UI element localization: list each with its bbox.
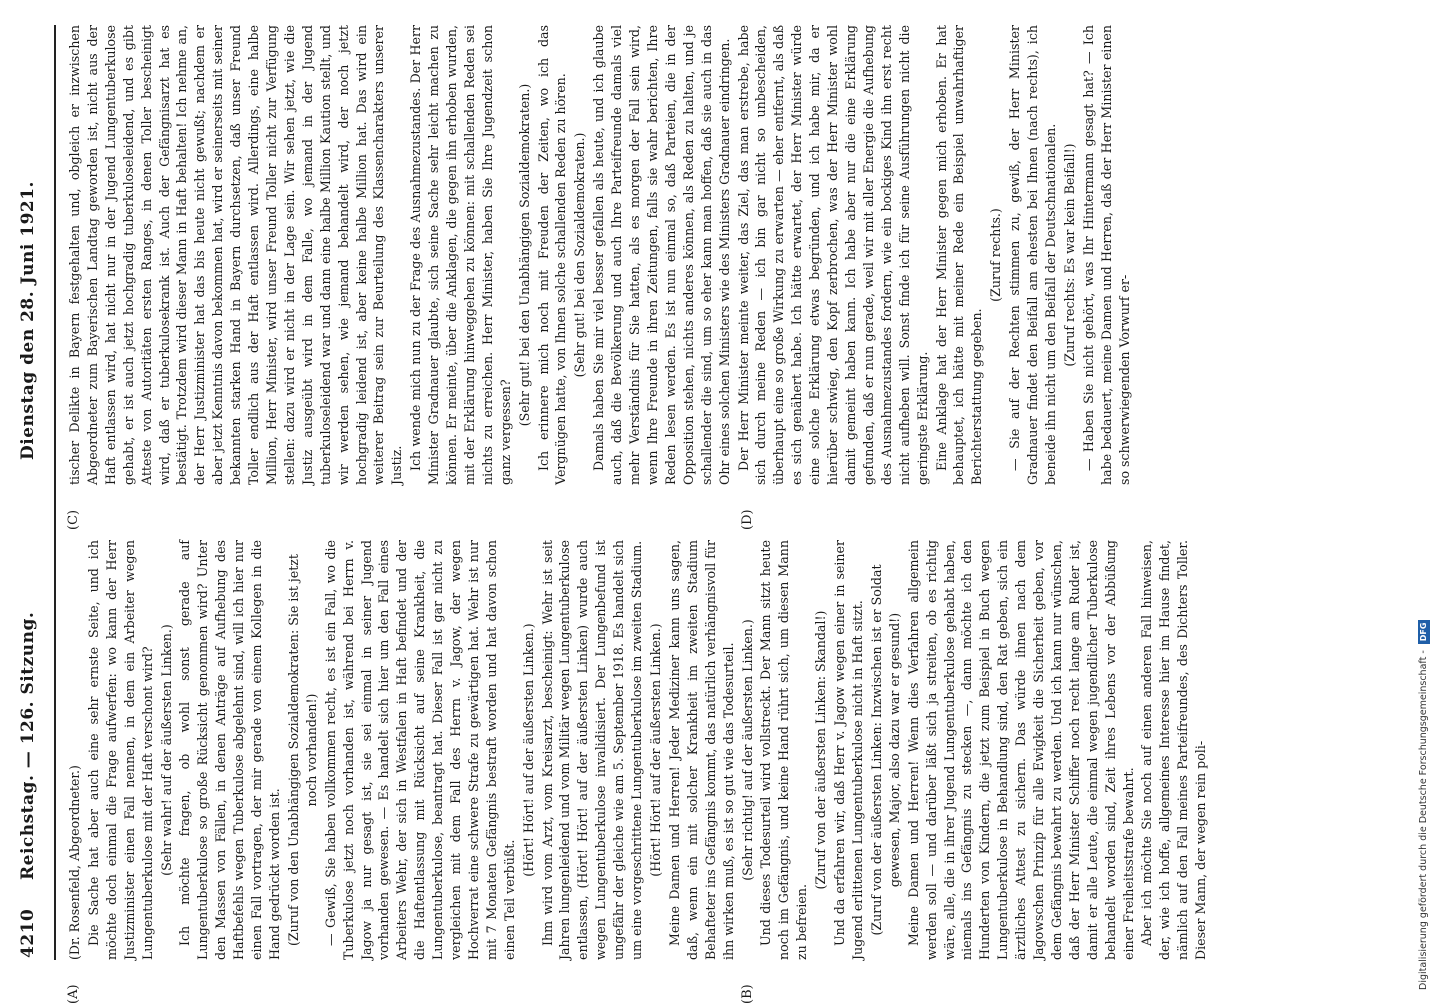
paragraph: Ich möchte fragen, ob wohl sonst gerade auf Lungentuberkulose so große Rücksicht genommen wird? Unter den Massen von Fällen, in denen Anträge auf Aufhebung des Haftbefehls wegen Tuberkulose abgelehnt sind, will ich hier nur einen Fall vortragen, der mir gerade von einem Kollegen in die Hand gedrückt worden ist. — [177, 540, 282, 960]
session-title: Reichstag. — 126. Sitzung. — [18, 611, 38, 880]
session-date: Dienstag den 28. Juni 1921. — [18, 181, 38, 460]
paragraph: tischer Delikte in Bayern festgehalten und, obgleich er inzwischen Abgeordneter zum Bayerischen Landtag geworden ist, nicht aus der Haft entlassen wird, hat nicht nur in der Jugend Lungentuberkulose gehabt, er ist auch jetzt hochgradig tuberkuloseleidend, und es gibt Atteste von Autoritäten ersten Ranges, in denen Toller bescheinigt wird, daß er tuberkulosekrank ist. Auch der Gefängnisarzt hat es bestätigt. Trotzdem wird dieser Mann in Haft behalten! Ich nehme an, der Herr Justizminister hat das bis heute nicht gewußt; nachdem er aber jetzt Kenntnis davon bekommen hat, wird er seinerseits mit seiner bekannten starken Hand in Bayern durchsetzen, daß unser Freund Toller endlich aus der Haft entlassen wird. Allerdings, eine halbe Million, Herr Minister, wird unser Freund Toller nicht zur Verfügung stellen: dazu wird er nicht in der Lage sein. Wir sehen jetzt, wie die Justiz ausgeübt wird in dem Falle, wo jemand in der Jugend tuberkuloseleidend war und dann eine halbe Million Kaution stellt, und wir werden sehen, wie jemand behandelt wird, der noch jetzt hochgradig leidend ist, aber keine halbe Million hat. Das wird ein weiterer Beitrag sein zur Beurteilung des Klassencharakters unserer Justiz. — [67, 25, 405, 485]
margin-letter-c: (C) — [66, 509, 81, 530]
paragraph: Und da erfahren wir, daß Herr v. Jagow wegen einer in seiner Jugend erlittenen Lungentuberkulose nicht in Haft sitzt. — [832, 540, 865, 960]
speaker-line: (Dr. Rosenfeld, Abgeordneter.) — [67, 765, 82, 960]
paragraph: Meine Damen und Herren! Jeder Mediziner kann uns sagen, daß, wenn ein mit solcher Krankheit im zweiten Stadium Behafteter ins Gefängnis kommt, das natürlich verhängnisvoll für ihn wirken muß, es ist so gut wie das Todesurteil. — [666, 540, 736, 960]
interjection: (Zuruf von den Unabhängigen Sozialdemokraten: Sie ist jetzt noch vorhanden!) — [285, 554, 319, 947]
interjection: (Sehr wahr! auf der äußersten Linken.) — [158, 624, 174, 876]
page-number: 4210 — [18, 908, 38, 958]
interjection: (Sehr gut! bei den Sozialdemokraten.) — [572, 132, 588, 378]
interjection: (Zuruf von der äußersten Linken: Skandal!) — [813, 610, 829, 890]
paragraph: Ich wende mich nun zu der Frage des Ausnahmezustandes. Der Herr Minister Gradnauer glaubte, sich seine Sache sehr leicht machen zu können. Er meinte, über die Anklagen, die gegen ihn erhoben wurden, mit der Erklärung hinweggehen zu können: mit schallenden Reden sei nichts zu erreichen. Herr Minister, haben Sie Ihre Jugendzeit schon ganz vergessen? — [408, 25, 513, 485]
interjection: (Hört! Hört! auf der äußersten Linken.) — [520, 623, 536, 877]
paragraph: Damals haben Sie mir viel besser gefallen als heute, und ich glaube auch, daß die Bevölkerung und auch Ihre Parteifreunde damals viel mehr Verständnis für Sie hatten, als es morgen der Fall sein wird, wenn Ihre Freunde in ihren Zeitungen, falls sie wahr berichten, Ihre Reden lesen werden. Es ist nun einmal so, daß Parteien, die in der Opposition stehen, nichts anderes können, als Reden zu halten, und je schallender die sind, um so eher kann man hoffen, daß sie auch in das Ohr eines solchen Ministers wie des Ministers Gradnauer eindringen. — [591, 25, 732, 485]
margin-letter-b: (B) — [740, 984, 755, 1004]
text-column-left — [66, 540, 1209, 960]
interjection: (Zuruf von der äußersten Linken: Inzwischen ist er Soldat gewesen, Major, also dazu war er gesund!) — [868, 564, 902, 936]
interjection: (Sehr richtig! auf der äußersten Linken.) — [739, 619, 755, 881]
dfg-logo: DFG — [1418, 620, 1430, 645]
interjection: (Zuruf rechts: Es war kein Beifall!) — [1061, 143, 1077, 367]
paragraph: Und dieses Todesurteil wird vollstreckt. Der Mann sitzt heute noch im Gefängnis, und keine Hand rührt sich, um diesen Mann zu befreien. — [758, 540, 810, 960]
paragraph: — Sie auf der Rechten stimmen zu, gewiß, der Herr Minister Gradnauer findet den Beifall am ehesten bei Ihnen (nach rechts), ich beneide ihn nicht um den Beifall der Deutschnationalen. — [1007, 25, 1058, 485]
paragraph: — Gewiß, Sie haben vollkommen recht, es ist ein Fall, wo die Tuberkulose jetzt noch vorhanden ist, während bei Herrn v. Jagow ja nur gesagt ist, sie sei einmal in seiner Jugend vorhanden gewesen. — Es handelt sich hier um den Fall eines Arbeiters Wehr, der sich in Westfalen in Haft befindet und der die Haftentlassung mit Rücksicht auf seine Krankheit, die Lungentuberkulose, beantragt hat. Dieser Fall ist gar nicht zu vergleichen mit dem Fall des Herrn v. Jagow, der wegen Hochverrat eine schwere Strafe zu gewärtigen hat. Wehr ist nur mit 7 Monaten Gefängnis bestraft worden und hat davon schon einen Teil verbüßt. — [322, 540, 517, 960]
interjection: (Sehr gut! bei den Unabhängigen Sozialdemokraten.) — [516, 83, 532, 427]
text-column-right — [66, 25, 1206, 485]
paragraph: Die Sache hat aber auch eine sehr ernste Seite, und ich möchte doch einmal die Frage aufwerfen: wo kann der Herr Justizminister einen Fall nennen, in dem ein Arbeiter wegen Lungentuberkulose mit der Haft verschont wird? — [85, 540, 155, 960]
paragraph: Ich erinnere mich noch mit Freuden der Zeiten, wo ich das Vergnügen hatte, von Ihnen solche schallenden Reden zu hören. — [535, 25, 569, 485]
page-header — [0, 25, 56, 960]
paragraph: Der Herr Minister meinte weiter, das Ziel, das man erstrebe, habe sich durch meine Reden — ich bin gar nicht so unbescheiden, überhaupt eine so große Wirkung zu erwarten — eher entfernt, als daß es sich genähert habe. Ich hätte erwartet, der Herr Minister würde eine solche Erklärung etwas begründen, und ich habe mir, da er hierüber schwieg, den Kopf zerbrochen, was der Herr Minister wohl damit gemeint haben kann. Ich habe aber nur die eine Erklärung gefunden, daß er nun gerade, weil wir mit aller Energie die Aufhebung des Ausnahmezustandes fordern, wie ein bockiges Kind ihn erst recht nicht aufheben will. Sonst finde ich für seine Ausführungen nicht die geringste Erklärung. — [735, 25, 930, 485]
interjection: (Zuruf rechts.) — [988, 208, 1004, 302]
digitization-credit — [1416, 0, 1432, 1000]
credit-text: Digitalisierung gefördert durch die Deutsche Forschungsgemeinschaft - — [1418, 650, 1429, 990]
paragraph: Eine Anklage hat der Herr Minister gegen mich erhoben. Er hat behauptet, ich hätte mit meiner Rede ein Beispiel unwahrhaftiger Berichterstattung gegeben. — [933, 25, 985, 485]
interjection: (Hört! Hört! auf der äußersten Linken.) — [648, 623, 663, 877]
margin-letter-d: (D) — [740, 509, 755, 530]
paragraph: Meine Damen und Herren! Wenn dies Verfahren allgemein werden soll — und darüber läßt sich ja streiten, ob es richtig wäre, alle, die in ihrer Jugend Lungentuberkulose gehabt haben, niemals ins Gefängnis zu stecken —, dann möchte ich den Hunderten von Kindern, die jetzt zum Beispiel in Buch wegen Lungentuberkulose in Behandlung sind, den Rat geben, sich ein ärztliches Attest zu sichern. Das würde ihnen nach dem Jagowschen Prinzip für alle Ewigkeit die Sicherheit geben, vor dem Gefängnis bewahrt zu werden. Und ich kann nur wünschen, daß der Herr Minister Schiffer noch recht lange am Ruder ist, damit er alle Leute, die einmal wegen jugendlicher Tuberkulose behandelt worden sind, Zeit ihres Lebens vor der Abbüßung einer Freiheitsstrafe bewahrt. — [905, 540, 1136, 960]
paragraph: Ihm wird vom Arzt, vom Kreisarzt, bescheinigt: Wehr ist seit Jahren lungenleidend und vom Militär wegen Lungentuberkulose entlassen, (Hört! Hört! auf der äußersten Linken) wurde auch wegen Lungentuberkulose invalidisiert. Der Lungenbefund ist ungefähr der gleiche wie am 5. September 1918. Es handelt sich um eine vorgeschrittene Lungentuberkulose im zweiten Stadium. — [539, 540, 645, 960]
paragraph: Aber ich möchte Sie noch auf einen anderen Fall hinweisen, der, wie ich hoffe, allgemeines Interesse hier im Hause findet, nämlich auf den Fall meines Parteifreundes, des Dichters Toller. Dieser Mann, der wegen rein poli- — [1139, 540, 1209, 960]
margin-letter-a: (A) — [66, 984, 81, 1004]
paragraph: — Haben Sie nicht gehört, was Ihr Hintermann gesagt hat? — Ich habe bedauert, meine Damen und Herren, daß der Herr Minister einen so schwerwiegenden Vorwurf er- — [1080, 25, 1132, 485]
